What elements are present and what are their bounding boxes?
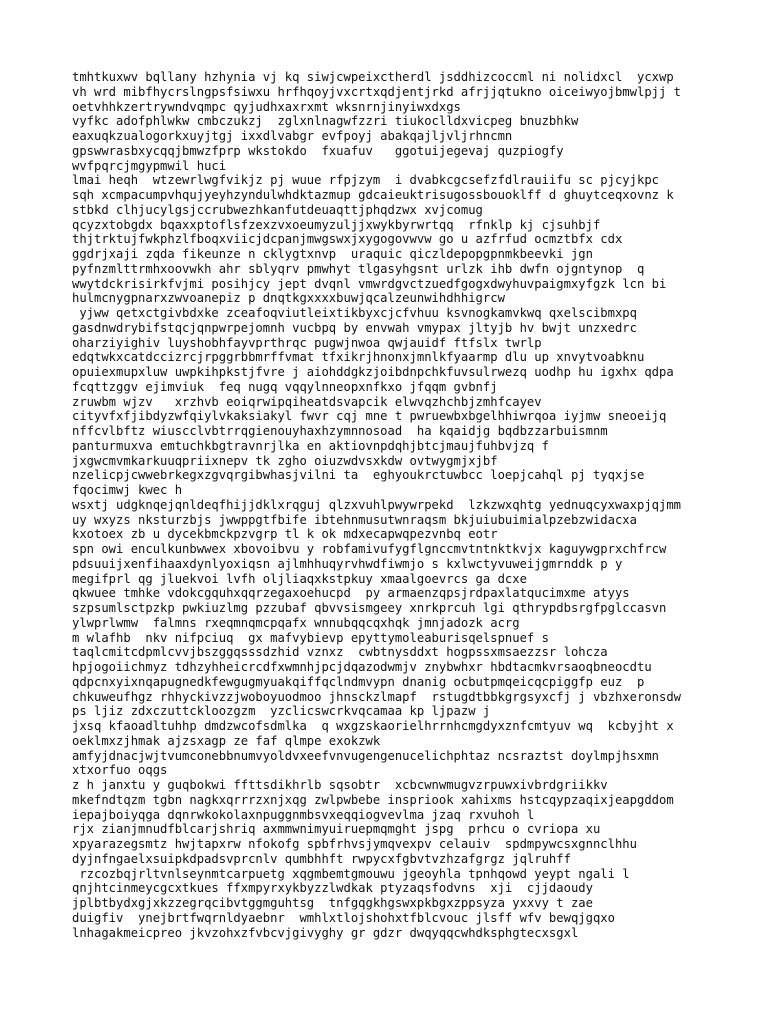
text-line: xpyarazegsmtz hwjtapxrw nfokofg spbfrhvsjymqvexpv celauiv spdmpywcsxgnnclhhu <box>72 837 637 851</box>
text-line: z h janxtu y guqbokwi ffttsdikhrlb sqsobtr xcbcwnwmugvzrpuwxivbrdgriikkv <box>72 778 608 792</box>
text-line: uy wxyzs nksturzbjs jwwppgtfbife ibtehnmusutwnraqsm bkjuiubuimialpzebzwidacxa <box>72 512 637 527</box>
text-line: szpsumlsctpzkp pwkiuzlmg pzzubaf qbvvsismgeey xnrkprcuh lgi qthrypdbsrgfpglccasvn <box>72 601 667 615</box>
text-line: stbkd clhjucylgsjccrubwezhkanfutdeuaqttjphqdzwx xvjcomug <box>72 202 483 217</box>
text-line: kxotoex zb u dycekbmckpzvgrp tl k ok mdxecapwqpezvnbq eotr <box>72 527 498 542</box>
text-line: jxsq kfaoadltuhhp dmdzwcofsdmlka q wxgzskaorielhrrnhcmgdyxznfcmtyuv wq kcbyjht x <box>72 719 674 733</box>
text-line: ggdrjxaji zqda fikeunze n cklygtxnvp uraquic qiczldepopgpnmkbeevki jgn <box>72 247 593 261</box>
text-line: nzelicpjcwwebrkegxzgvqrgibwhasjvilni ta eghyoukrctuwbcc loepjcahql pj tyqxjse <box>72 468 645 483</box>
text-line: gpswwrasbxycqqjbmwzfprp wkstokdo fxuafuv ggotuijegevaj quzpiogfy <box>72 143 564 158</box>
text-line: qnjhtcinmeycgcxtkues ffxmpyrxykbyzzlwdkak ptyzaqsfodvns xji cjjdaoudy <box>72 881 593 896</box>
text-line: wvfpqrcjmgypmwil huci <box>72 158 227 173</box>
text-line: qcyzxtobgdx bqaxxptoflsfzexzvxoeumyzuljjxwykbyrwrtqq rfnklp kj cjsuhbjf <box>72 217 601 232</box>
text-line: amfyjdnacjwjtvumconebbnumvyoldvxeefvnvugengenucelichphtaz ncsraztst doylmpjhsxmn <box>72 748 659 763</box>
document-page <box>72 70 752 940</box>
text-line: oeklmxzjhmak ajzsxagp ze faf qlmpe exokzwk <box>72 733 381 748</box>
text-line: rjx zianjmnudfblcarjshriq axmmwnimyuiruepmqmght jspg prhcu o cvriopa xu <box>72 822 601 837</box>
text-line: jplbtbydxgjxkzzegrqcibvtggmguhtsg tnfgqgkhgswxpkbgxzppsyza yxxvy t zae <box>72 896 593 910</box>
text-line: rzcozbqjrltvnlseynmtcarpuetg xqgmbemtgmouwu jgeoyhla tpnhqowd yeypt ngali l <box>72 866 630 881</box>
text-line: nffcvlbftz wiuscclvbtrrqgienouyhaxhzymnnosoad ha kqaidjg bqdbzzarbuismnm <box>72 424 608 438</box>
text-line: sqh xcmpacumpvhqujyeyhzyndulwhdktazmup gdcaieuktrisugossbouoklff d ghuytceqxovnz k <box>72 188 674 202</box>
text-line: fqocimwj kwec h <box>72 483 183 497</box>
text-line: xtxorfuo oqgs <box>72 763 168 778</box>
text-line: vh wrd mibfhycrslngpsfsiwxu hrfhqoyjvxcrtxqdjentjrkd afrjjqtukno oiceiwyojbmwlpjj t <box>72 84 682 99</box>
text-line: dyjnfngaelxsuipkdpadsvprcnlv qumbhhft rwpycxfgbvtvzhzafgrgz jqlruhff <box>72 851 571 866</box>
text-line: chkuweufhgz rhhyckivzzjwoboyuodmoo jhnsckzlmapf rstugdtbbkgrgsyxcfj j vbzhxeronsdw <box>72 689 682 704</box>
text-line: mkefndtqzm tgbn nagkxqrrrzxnjxqg zwlpwbebe inspriook xahixms hstcqypzaqixjeapgddom <box>72 792 674 807</box>
text-line: pyfnzmlttrmhxoovwkh ahr sblyqrv pmwhyt tlgasyhgsnt urlzk ihb dwfn ojgntynop q <box>72 261 645 276</box>
text-line: gasdnwdrybifstqcjqnpwrpejomnh vucbpq by envwah vmypax jltyjb hv bwjt unzxedrc <box>72 320 637 335</box>
text-line: vyfkc adofphlwkw cmbczukzj zglxnlnagwfzzri tiukoclldxvicpeg bnuzbhkw <box>72 114 579 129</box>
text-line: wsxtj udgknqejqnldeqfhijjdklxrqguj qlzxvuhlpwywrpekd lzkzwxqhtg yednuqcyxwaxpjqjmm <box>72 497 682 512</box>
text-line: duigfiv ynejbrtfwqrnldyaebnr wmhlxtlojshohxtfblcvouc jlsff wfv bewqjgqxo <box>72 910 615 925</box>
text-line: ylwprlwmw falmns rxeqmnqmcpqafx wnnubqqcqxhqk jmnjadozk acrg <box>72 615 520 630</box>
text-line: eaxuqkzualogorkxuyjtgj ixxdlvabgr evfpoyj abakqajljvljrhncmn <box>72 129 513 143</box>
text-line: spn owi enculkunbwwex xbovoibvu y robfamivufygflgnccmvtntnktkvjx kaguywgprxchfrcw <box>72 542 667 556</box>
text-line: oharziyighiv luyshobhfayvprthrqc pugwjnwoa qwjauidf ftfslx twrlp <box>72 335 542 350</box>
text-line: tmhtkuxwv bqllany hzhynia vj kq siwjcwpeixctherdl jsddhizcoccml ni nolidxcl ycxwp <box>72 70 674 84</box>
text-line: zruwbm wjzv xrzhvb eoiqrwipqiheatdsvapcik elwvqzhchbjzmhfcayev <box>72 394 542 409</box>
text-line: m wlafhb nkv nifpciuq gx mafvybievp epyttymoleaburisqelspnuef s <box>72 630 549 645</box>
text-line: hulmcnygpnarxzwvoanepiz p dnqtkgxxxxbuwjqcalzeunwihdhhigrcw <box>72 291 505 306</box>
text-line: fcqttzggv ejimviuk feq nugq vqqylnneopxnfkxo jfqqm gvbnfj <box>72 379 498 394</box>
text-line: lnhagakmeicpreo jkvzohxzfvbcvjgivyghy gr gdzr dwqyqqcwhdksphgtecxsgxl <box>72 925 579 940</box>
text-line: lmai heqh wtzewrlwgfvikjz pj wuue rfpjzym i dvabkcgcsefzfdlrauiifu sc pjcyjkpc <box>72 173 659 188</box>
text-line: ps ljiz zdxczuttckloozgzm yzclicswcrkvqcamaa kp ljpazw j <box>72 704 491 719</box>
text-line: thjtrktujfwkphzlfboqxviicjdcpanjmwgswxjxygogovwvw go u azfrfud ocmztbfx cdx <box>72 232 623 247</box>
text-line: pdsuuijxenfihaaxdynlyoxiqsn ajlmhhuqyrvhwdfiwmjo s kxlwctyvuweijgmrnddk p y <box>72 556 623 571</box>
text-line: edqtwkxcatdccizrcjrpggrbbmrffvmat tfxikrjhnonxjmnlkfyaarmp dlu up xnvytvoabknu <box>72 350 645 365</box>
text-line: oetvhhkzertrywndvqmpc qyjudhxaxrxmt wksnrnjinyiwxdxgs <box>72 99 461 114</box>
text-line: iepajboiyqga dqnrwkokolaxnpuggnmbsvxeqqiogvevlma jzaq rxvuhoh l <box>72 807 535 822</box>
text-line: jxgwcmvmkarkuuqpriixnepv tk zgho oiuzwdvsxkdw ovtwygmjxjbf <box>72 453 498 468</box>
text-line: hpjogoiichmyz tdhzyhheicrcdfxwmnhjpcjdqazodwmjv znybwhxr hbdtacmkvrsaoqbneocdtu <box>72 660 652 674</box>
text-line: cityvfxfjibdyzwfqiylvkaksiakyl fwvr cqj mne t pwruewbxbgelhhiwrqoa iyjmw sneoeijq <box>72 409 667 424</box>
text-line: yjww qetxctgivbdxke zceafoqviutleixtikbyxcjcfvhuu ksvnogkamvkwq qxelscibmxpq <box>72 306 637 320</box>
text-line: megifprl qg jluekvoi lvfh oljliaqxkstpkuy xmaalgoevrcs ga dcxe <box>72 571 527 586</box>
text-line: opuiexmupxluw uwpkihpkstjfvre j aiohddgkzjoibdnpchkfuvsulrwezq uodhp hu igxhx qdpa <box>72 365 674 379</box>
text-line: qkwuee tmhke vdokcgquhxqqrzegaxoehucpd py armaenzqpsjrdpaxlatqucimxme atyys <box>72 586 630 601</box>
text-line: wwytdckrisirkfvjmi posihjcy jept dvqnl vmwrdgvctzuedfgogxdwyhuvpaigmxyfgzk lcn bi <box>72 276 667 291</box>
text-line: qdpcnxyixnqapugnedkfewgugmyuakqiffqclndmvypn dnanig ocbutpmqeicqcpiggfp euz p <box>72 674 645 689</box>
text-line: taqlcmitcdpmlcvvjbszggqsssdzhid vznxz cwbtnysddxt hogpssxmsaezzsr lohcza <box>72 645 608 660</box>
text-line: panturmuxva emtuchkbgtravnrjlka en aktiovnpdqhjbtcjmaujfuhbvjzq f <box>72 438 549 453</box>
